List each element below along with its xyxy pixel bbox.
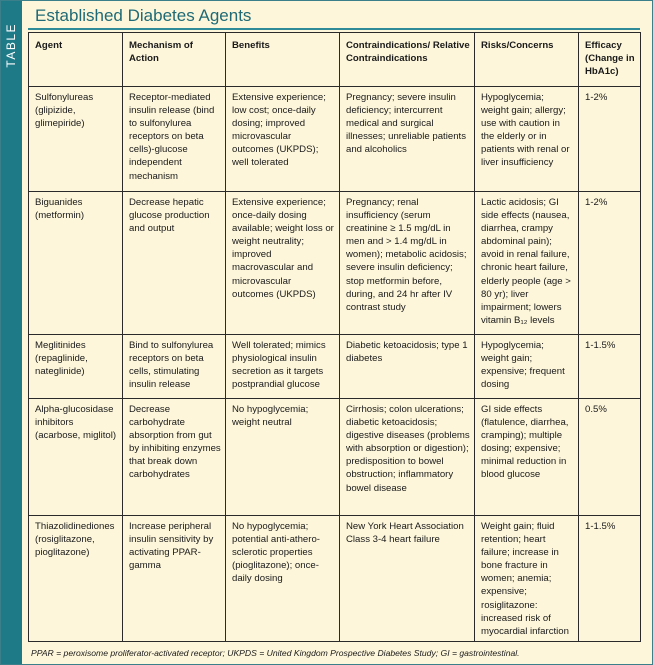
agent-cell: Alpha-glucosidase inhibitors (acarbose, miglitol) bbox=[29, 399, 123, 516]
agent-cell: Sulfonylureas (glipizide, glimepiride) bbox=[29, 87, 123, 192]
risks-cell: Hypoglycemia; weight gain; allergy; use with caution in the elderly or in patients with renal or liver insufficiency bbox=[475, 87, 579, 192]
table-row bbox=[29, 399, 641, 516]
contraindications-cell: Diabetic ketoacidosis; type 1 diabetes bbox=[340, 335, 475, 399]
contraindications-cell: New York Heart Association Class 3-4 heart failure bbox=[340, 516, 475, 642]
agent-cell: Biguanides (metformin) bbox=[29, 192, 123, 335]
benefits-cell: Extensive experience; low cost; once-daily dosing; improved microvascular outcomes (UKPDS); well tolerated bbox=[226, 87, 340, 192]
mechanism-cell: Increase peripheral insulin sensitivity by activating PPAR-gamma bbox=[123, 516, 226, 642]
agent-cell: Thiazolidinediones (rosiglitazone, pioglitazone) bbox=[29, 516, 123, 642]
contraindications-cell: Pregnancy; renal insufficiency (serum creatinine ≥ 1.5 mg/dL in men and > 1.4 mg/dL in women); metabolic acidosis; severe insulin deficiency; stop metformin before, during, and 24 hr after IV contrast study bbox=[340, 192, 475, 335]
table-row bbox=[29, 192, 641, 335]
column-header: Risks/Concerns bbox=[475, 33, 579, 87]
title-divider bbox=[28, 28, 640, 30]
column-header: Benefits bbox=[226, 33, 340, 87]
table-title: Established Diabetes Agents bbox=[35, 6, 252, 25]
side-label: TABLE bbox=[4, 23, 18, 68]
table-row bbox=[29, 516, 641, 642]
efficacy-cell: 1-1.5% bbox=[579, 516, 641, 642]
contraindications-cell: Cirrhosis; colon ulcerations; diabetic ketoacidosis; digestive diseases (problems with absorption or digestion); predisposition to bowel obstruction; inflammatory bowel disease bbox=[340, 399, 475, 516]
side-tab bbox=[1, 1, 22, 664]
benefits-cell: No hypoglycemia; potential anti-athero-sclerotic properties (pioglitazone); once-daily dosing bbox=[226, 516, 340, 642]
benefits-cell: No hypoglycemia; weight neutral bbox=[226, 399, 340, 516]
mechanism-cell: Decrease hepatic glucose production and output bbox=[123, 192, 226, 335]
risks-cell: Hypoglycemia; weight gain; expensive; frequent dosing bbox=[475, 335, 579, 399]
benefits-cell: Extensive experience; once-daily dosing available; weight loss or weight neutrality; improved macrovascular and microvascular outcomes (UKPDS) bbox=[226, 192, 340, 335]
header-row bbox=[29, 33, 641, 87]
efficacy-cell: 1-2% bbox=[579, 87, 641, 192]
column-header: Agent bbox=[29, 33, 123, 87]
mechanism-cell: Decrease carbohydrate absorption from gut by inhibiting enzymes that break down carbohydrates bbox=[123, 399, 226, 516]
agent-cell: Meglitinides (repaglinide, nateglinide) bbox=[29, 335, 123, 399]
table-row bbox=[29, 87, 641, 192]
contraindications-cell: Pregnancy; severe insulin deficiency; intercurrent medical and surgical illnesses; unreliable patients and alcoholics bbox=[340, 87, 475, 192]
mechanism-cell: Bind to sulfonylurea receptors on beta cells, stimulating insulin release bbox=[123, 335, 226, 399]
footnote: PPAR = peroxisome proliferator-activated receptor; UKPDS = United Kingdom Prospective Diabetes Study; GI = gastrointestinal. bbox=[31, 648, 520, 658]
mechanism-cell: Receptor-mediated insulin release (bind to sulfonylurea receptors on beta cells)-glucose independent mechanism bbox=[123, 87, 226, 192]
diabetes-agents-table bbox=[28, 32, 641, 642]
column-header: Efficacy (Change in HbA1c) bbox=[579, 33, 641, 87]
efficacy-cell: 0.5% bbox=[579, 399, 641, 516]
table-row bbox=[29, 335, 641, 399]
benefits-cell: Well tolerated; mimics physiological insulin secretion as it targets postprandial glucose bbox=[226, 335, 340, 399]
efficacy-cell: 1-1.5% bbox=[579, 335, 641, 399]
column-header: Mechanism of Action bbox=[123, 33, 226, 87]
column-header: Contraindications/ Relative Contraindications bbox=[340, 33, 475, 87]
risks-cell: Lactic acidosis; GI side effects (nausea, diarrhea, crampy abdominal pain); avoid in renal failure, chronic heart failure, elderly people (age > 80 yr); liver impairment; lowers vitamin B₁₂ levels bbox=[475, 192, 579, 335]
risks-cell: Weight gain; fluid retention; heart failure; increase in bone fracture in women; anemia; expensive; rosiglitazone: increased risk of myocardial infarction bbox=[475, 516, 579, 642]
risks-cell: GI side effects (flatulence, diarrhea, cramping); multiple dosing; expensive; minimal reduction in blood glucose bbox=[475, 399, 579, 516]
efficacy-cell: 1-2% bbox=[579, 192, 641, 335]
